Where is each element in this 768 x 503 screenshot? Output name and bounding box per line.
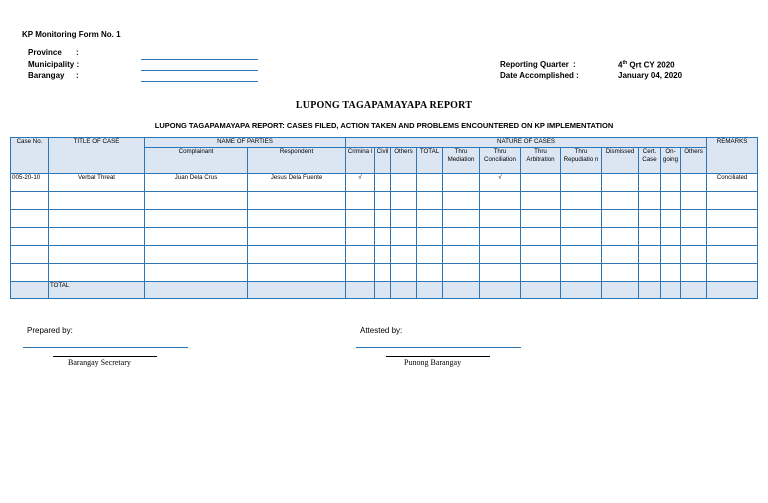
empty-cell[interactable] bbox=[661, 192, 681, 210]
empty-cell[interactable] bbox=[346, 210, 375, 228]
empty-cell[interactable] bbox=[480, 228, 521, 246]
cell-criminal-check[interactable]: √ bbox=[346, 174, 375, 192]
empty-cell[interactable] bbox=[521, 210, 561, 228]
empty-cell[interactable] bbox=[145, 192, 248, 210]
header-thru-repudiation: Thru Repudiatio n bbox=[561, 148, 602, 174]
empty-cell[interactable] bbox=[346, 228, 375, 246]
province-field[interactable] bbox=[141, 59, 258, 60]
empty-cell[interactable] bbox=[707, 246, 758, 264]
header-cert-case: Cert. Case bbox=[639, 148, 661, 174]
empty-cell[interactable] bbox=[145, 264, 248, 282]
table-row bbox=[11, 192, 758, 210]
header-respondent: Respondent bbox=[248, 148, 346, 174]
cell-on-going[interactable] bbox=[661, 174, 681, 192]
cell-civil[interactable] bbox=[375, 174, 391, 192]
empty-cell[interactable] bbox=[417, 264, 443, 282]
header-name-of-parties: NAME OF PARTIES bbox=[145, 138, 346, 148]
total-cell[interactable] bbox=[417, 282, 443, 299]
empty-cell[interactable] bbox=[49, 228, 145, 246]
total-cell[interactable] bbox=[375, 282, 391, 299]
cell-case-no[interactable]: 005-20-10 bbox=[11, 174, 49, 192]
empty-cell[interactable] bbox=[561, 228, 602, 246]
attested-by-title: Punong Barangay bbox=[404, 358, 462, 367]
table-row bbox=[11, 246, 758, 264]
empty-cell[interactable] bbox=[639, 246, 661, 264]
date-accomplished-value: January 04, 2020 bbox=[618, 71, 683, 80]
empty-cell[interactable] bbox=[561, 192, 602, 210]
empty-cell[interactable] bbox=[443, 246, 480, 264]
barangay-label: Barangay bbox=[28, 71, 65, 80]
header-remarks: REMARKS bbox=[707, 138, 758, 174]
province-label: Province bbox=[28, 48, 62, 57]
empty-cell[interactable] bbox=[391, 192, 417, 210]
total-label: TOTAL bbox=[49, 282, 145, 299]
empty-cell[interactable] bbox=[521, 192, 561, 210]
empty-cell[interactable] bbox=[602, 264, 639, 282]
empty-cell[interactable] bbox=[561, 210, 602, 228]
empty-cell[interactable] bbox=[639, 228, 661, 246]
empty-cell[interactable] bbox=[443, 210, 480, 228]
prepared-by-label: Prepared by: bbox=[27, 326, 73, 335]
empty-cell[interactable] bbox=[375, 246, 391, 264]
empty-cell[interactable] bbox=[49, 264, 145, 282]
barangay-colon: : bbox=[76, 71, 79, 80]
barangay-field[interactable] bbox=[141, 81, 258, 82]
empty-cell[interactable] bbox=[443, 228, 480, 246]
empty-cell[interactable] bbox=[681, 210, 707, 228]
cell-remarks[interactable]: Conciliated bbox=[707, 174, 758, 192]
attested-by-signature-line[interactable] bbox=[356, 347, 521, 348]
total-cell[interactable] bbox=[561, 282, 602, 299]
empty-cell[interactable] bbox=[521, 246, 561, 264]
total-row bbox=[11, 282, 758, 299]
header-on-going: On- going bbox=[661, 148, 681, 174]
empty-cell[interactable] bbox=[521, 228, 561, 246]
cell-conciliation-check[interactable]: √ bbox=[480, 174, 521, 192]
empty-cell[interactable] bbox=[145, 228, 248, 246]
total-cell[interactable] bbox=[602, 282, 639, 299]
header-case-no: Case No. bbox=[11, 138, 49, 174]
empty-cell[interactable] bbox=[375, 264, 391, 282]
empty-cell[interactable] bbox=[391, 228, 417, 246]
empty-cell[interactable] bbox=[346, 264, 375, 282]
cell-dismissed[interactable] bbox=[602, 174, 639, 192]
attested-name-line bbox=[386, 356, 490, 357]
header-thru-mediation: Thru Mediation bbox=[443, 148, 480, 174]
total-cell[interactable] bbox=[639, 282, 661, 299]
date-accomplished-label: Date Accomplished : bbox=[500, 71, 579, 80]
cell-complainant[interactable]: Juan Dela Crus bbox=[145, 174, 248, 192]
empty-cell[interactable] bbox=[602, 228, 639, 246]
form-number: KP Monitoring Form No. 1 bbox=[22, 30, 121, 39]
header-thru-conciliation: Thru Conciliation bbox=[480, 148, 521, 174]
empty-cell[interactable] bbox=[602, 192, 639, 210]
prepared-by-signature-line[interactable] bbox=[23, 347, 188, 348]
reporting-quarter-colon: : bbox=[573, 60, 576, 69]
municipality-label: Municipality : bbox=[28, 60, 80, 69]
cell-others-2[interactable] bbox=[681, 174, 707, 192]
header-others-2: Others bbox=[681, 148, 707, 174]
empty-cell[interactable] bbox=[11, 264, 49, 282]
empty-cell[interactable] bbox=[681, 228, 707, 246]
cell-mediation[interactable] bbox=[443, 174, 480, 192]
empty-cell[interactable] bbox=[417, 228, 443, 246]
empty-cell[interactable] bbox=[49, 192, 145, 210]
report-title: LUPONG TAGAPAMAYAPA REPORT bbox=[295, 100, 473, 111]
total-cell[interactable] bbox=[391, 282, 417, 299]
empty-cell[interactable] bbox=[391, 246, 417, 264]
cell-total[interactable] bbox=[417, 174, 443, 192]
municipality-field[interactable] bbox=[141, 70, 258, 71]
empty-cell[interactable] bbox=[417, 246, 443, 264]
empty-cell[interactable] bbox=[561, 264, 602, 282]
empty-cell[interactable] bbox=[248, 264, 346, 282]
table-row bbox=[11, 210, 758, 228]
total-cell[interactable] bbox=[661, 282, 681, 299]
empty-cell[interactable] bbox=[49, 210, 145, 228]
empty-cell[interactable] bbox=[11, 246, 49, 264]
header-dismissed: Dismissed bbox=[602, 148, 639, 174]
empty-cell[interactable] bbox=[443, 264, 480, 282]
empty-cell[interactable] bbox=[443, 192, 480, 210]
header-title-of-case: TITLE OF CASE bbox=[49, 138, 145, 174]
empty-cell[interactable] bbox=[661, 264, 681, 282]
reporting-quarter-label: Reporting Quarter bbox=[500, 60, 569, 69]
header-thru-arbitration: Thru Arbitration bbox=[521, 148, 561, 174]
table-row bbox=[11, 174, 758, 192]
empty-cell[interactable] bbox=[681, 192, 707, 210]
empty-cell[interactable] bbox=[145, 246, 248, 264]
total-cell[interactable] bbox=[707, 282, 758, 299]
empty-cell[interactable] bbox=[681, 246, 707, 264]
header-total: TOTAL bbox=[417, 148, 443, 174]
empty-cell[interactable] bbox=[391, 264, 417, 282]
cell-others[interactable] bbox=[391, 174, 417, 192]
header-complainant: Complainant bbox=[145, 148, 248, 174]
empty-cell[interactable] bbox=[707, 264, 758, 282]
empty-cell[interactable] bbox=[480, 264, 521, 282]
empty-cell[interactable] bbox=[417, 192, 443, 210]
table-row bbox=[11, 228, 758, 246]
empty-cell[interactable] bbox=[707, 210, 758, 228]
total-cell[interactable] bbox=[443, 282, 480, 299]
empty-cell[interactable] bbox=[661, 228, 681, 246]
cell-arbitration[interactable] bbox=[521, 174, 561, 192]
empty-cell[interactable] bbox=[480, 210, 521, 228]
total-cell[interactable] bbox=[681, 282, 707, 299]
empty-cell[interactable] bbox=[707, 228, 758, 246]
empty-cell[interactable] bbox=[639, 192, 661, 210]
empty-cell[interactable] bbox=[248, 210, 346, 228]
total-cell[interactable] bbox=[248, 282, 346, 299]
total-cell[interactable] bbox=[521, 282, 561, 299]
empty-cell[interactable] bbox=[11, 192, 49, 210]
total-cell[interactable] bbox=[346, 282, 375, 299]
empty-cell[interactable] bbox=[417, 210, 443, 228]
prepared-by-title: Barangay Secretary bbox=[68, 358, 131, 367]
empty-cell[interactable] bbox=[602, 246, 639, 264]
empty-cell[interactable] bbox=[707, 192, 758, 210]
reporting-quarter-value: 4th Qrt CY 2020 bbox=[618, 60, 675, 70]
empty-cell[interactable] bbox=[248, 228, 346, 246]
empty-cell[interactable] bbox=[391, 210, 417, 228]
empty-cell[interactable] bbox=[480, 192, 521, 210]
cases-table bbox=[10, 137, 758, 299]
header-others: Others bbox=[391, 148, 417, 174]
empty-cell[interactable] bbox=[661, 246, 681, 264]
empty-cell[interactable] bbox=[346, 246, 375, 264]
table-row bbox=[11, 264, 758, 282]
cell-respondent[interactable]: Jesus Dela Fuente bbox=[248, 174, 346, 192]
total-cell[interactable] bbox=[11, 282, 49, 299]
empty-cell[interactable] bbox=[248, 246, 346, 264]
empty-cell[interactable] bbox=[480, 246, 521, 264]
empty-cell[interactable] bbox=[375, 192, 391, 210]
header-criminal: Crimina l bbox=[346, 148, 375, 174]
attested-by-label: Attested by: bbox=[360, 326, 403, 335]
header-nature-of-cases: NATURE OF CASES bbox=[346, 138, 707, 148]
empty-cell[interactable] bbox=[602, 210, 639, 228]
total-cell[interactable] bbox=[145, 282, 248, 299]
cell-title[interactable]: Verbal Threat bbox=[49, 174, 145, 192]
empty-cell[interactable] bbox=[11, 210, 49, 228]
empty-cell[interactable] bbox=[375, 210, 391, 228]
report-subtitle: LUPONG TAGAPAMAYAPA REPORT: CASES FILED, ACTION TAKEN AND PROBLEMS ENCOUNTERED ON KP IMPLEMENTATION bbox=[154, 121, 614, 130]
cell-cert-case[interactable] bbox=[639, 174, 661, 192]
empty-cell[interactable] bbox=[145, 210, 248, 228]
empty-cell[interactable] bbox=[346, 192, 375, 210]
empty-cell[interactable] bbox=[11, 228, 49, 246]
empty-cell[interactable] bbox=[561, 246, 602, 264]
prepared-name-line bbox=[53, 356, 157, 357]
total-cell[interactable] bbox=[480, 282, 521, 299]
cell-repudiation[interactable] bbox=[561, 174, 602, 192]
header-civil: Civil bbox=[375, 148, 391, 174]
province-colon: : bbox=[76, 48, 79, 57]
empty-cell[interactable] bbox=[248, 192, 346, 210]
empty-cell[interactable] bbox=[681, 264, 707, 282]
empty-cell[interactable] bbox=[49, 246, 145, 264]
empty-cell[interactable] bbox=[375, 228, 391, 246]
empty-cell[interactable] bbox=[639, 264, 661, 282]
empty-cell[interactable] bbox=[661, 210, 681, 228]
empty-cell[interactable] bbox=[639, 210, 661, 228]
empty-cell[interactable] bbox=[521, 264, 561, 282]
